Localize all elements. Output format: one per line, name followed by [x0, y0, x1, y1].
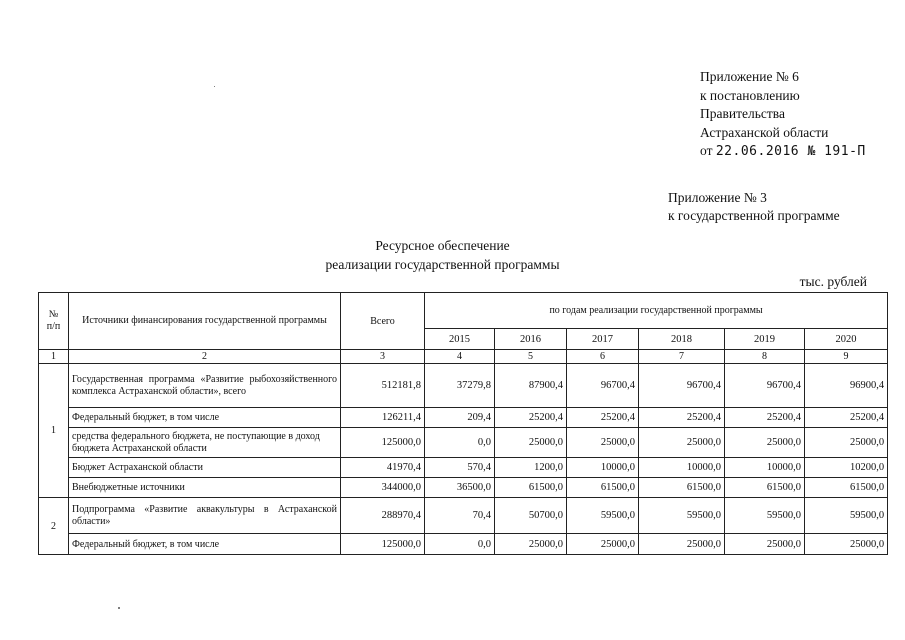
header-source: Источники финансирования государственной программы — [69, 293, 341, 350]
title-line-2: реализации государственной программы — [325, 257, 560, 272]
column-number: 6 — [567, 350, 639, 364]
value-2015: 0,0 — [425, 534, 495, 555]
header-year: 2016 — [495, 329, 567, 350]
value-total: 41970,4 — [341, 458, 425, 478]
column-number: 1 — [39, 350, 69, 364]
source-name: Подпрограмма «Развитие аквакультуры в Астраханской области» — [69, 498, 341, 534]
table-row — [39, 408, 888, 428]
value-2019: 25200,4 — [725, 408, 805, 428]
row-number: 2 — [39, 498, 69, 555]
value-2017: 25200,4 — [567, 408, 639, 428]
column-number: 8 — [725, 350, 805, 364]
units-label: тыс. рублей — [799, 274, 867, 289]
value-2016: 25000,0 — [495, 428, 567, 458]
value-2016: 61500,0 — [495, 478, 567, 498]
appendix-6-line: Приложение № 6 — [700, 69, 799, 84]
value-2015: 70,4 — [425, 498, 495, 534]
value-total: 512181,8 — [341, 364, 425, 408]
column-number: 9 — [805, 350, 888, 364]
document-title — [0, 236, 905, 274]
table-row — [39, 428, 888, 458]
column-number: 7 — [639, 350, 725, 364]
table-row — [39, 478, 888, 498]
value-2017: 25000,0 — [567, 428, 639, 458]
value-total: 344000,0 — [341, 478, 425, 498]
value-2018: 61500,0 — [639, 478, 725, 498]
value-total: 126211,4 — [341, 408, 425, 428]
value-2015: 36500,0 — [425, 478, 495, 498]
appendix-6-block — [700, 68, 866, 162]
value-2020: 25000,0 — [805, 428, 888, 458]
column-number: 3 — [341, 350, 425, 364]
value-2016: 25200,4 — [495, 408, 567, 428]
value-2019: 10000,0 — [725, 458, 805, 478]
value-2016: 87900,4 — [495, 364, 567, 408]
appendix-6-line: Астраханской области — [700, 124, 829, 140]
appendix-6-line: Правительства — [700, 106, 785, 121]
value-total: 125000,0 — [341, 534, 425, 555]
table-body — [39, 364, 888, 555]
header-year: 2015 — [425, 329, 495, 350]
value-2016: 50700,0 — [495, 498, 567, 534]
appendix-3-line: к государственной программе — [668, 208, 840, 223]
value-2018: 25000,0 — [639, 428, 725, 458]
table-row — [39, 458, 888, 478]
column-number: 2 — [69, 350, 341, 364]
value-2015: 570,4 — [425, 458, 495, 478]
source-name: Федеральный бюджет, в том числе — [69, 408, 341, 428]
title-line-1: Ресурсное обеспечение — [375, 238, 510, 253]
value-2018: 59500,0 — [639, 498, 725, 534]
value-2020: 25000,0 — [805, 534, 888, 555]
source-name: средства федерального бюджета, не поступающие в доход бюджета Астраханской области — [69, 428, 341, 458]
value-2020: 61500,0 — [805, 478, 888, 498]
value-2017: 61500,0 — [567, 478, 639, 498]
header-total: Всего — [341, 293, 425, 350]
table-row — [39, 498, 888, 534]
value-total: 288970,4 — [341, 498, 425, 534]
value-2017: 25000,0 — [567, 534, 639, 555]
source-name: Внебюджетные источники — [69, 478, 341, 498]
value-2017: 10000,0 — [567, 458, 639, 478]
value-2015: 37279,8 — [425, 364, 495, 408]
value-2017: 96700,4 — [567, 364, 639, 408]
date-prefix: от — [700, 143, 713, 158]
row-number: 1 — [39, 364, 69, 498]
header-by-years: по годам реализации государственной программы — [425, 293, 888, 329]
value-2017: 59500,0 — [567, 498, 639, 534]
value-2019: 59500,0 — [725, 498, 805, 534]
value-2020: 59500,0 — [805, 498, 888, 534]
value-total: 125000,0 — [341, 428, 425, 458]
column-number: 4 — [425, 350, 495, 364]
value-2019: 25000,0 — [725, 428, 805, 458]
source-name: Государственная программа «Развитие рыбохозяйственного комплекса Астраханской области», всего — [69, 364, 341, 408]
value-2020: 96900,4 — [805, 364, 888, 408]
value-2015: 209,4 — [425, 408, 495, 428]
value-2018: 25000,0 — [639, 534, 725, 555]
column-number: 5 — [495, 350, 567, 364]
value-2015: 0,0 — [425, 428, 495, 458]
value-2019: 25000,0 — [725, 534, 805, 555]
appendix-3-line: Приложение № 3 — [668, 190, 767, 205]
header-year: 2019 — [725, 329, 805, 350]
header-num: № п/п — [39, 293, 69, 350]
source-name: Федеральный бюджет, в том числе — [69, 534, 341, 555]
date-number: 22.06.2016 № 191-П — [715, 144, 866, 159]
table-row — [39, 534, 888, 555]
scan-speck — [214, 86, 215, 87]
appendix-6-date-line — [700, 142, 866, 162]
value-2019: 96700,4 — [725, 364, 805, 408]
value-2016: 25000,0 — [495, 534, 567, 555]
value-2018: 96700,4 — [639, 364, 725, 408]
value-2020: 10200,0 — [805, 458, 888, 478]
header-year: 2020 — [805, 329, 888, 350]
header-year: 2017 — [567, 329, 639, 350]
value-2018: 10000,0 — [639, 458, 725, 478]
appendix-6-line: к постановлению — [700, 87, 800, 103]
value-2018: 25200,4 — [639, 408, 725, 428]
value-2020: 25200,4 — [805, 408, 888, 428]
scan-speck — [118, 607, 120, 609]
header-year: 2018 — [639, 329, 725, 350]
value-2019: 61500,0 — [725, 478, 805, 498]
value-2016: 1200,0 — [495, 458, 567, 478]
appendix-3-block — [668, 189, 840, 225]
resource-table — [38, 292, 888, 555]
source-name: Бюджет Астраханской области — [69, 458, 341, 478]
table-row — [39, 364, 888, 408]
table-header — [39, 293, 888, 364]
